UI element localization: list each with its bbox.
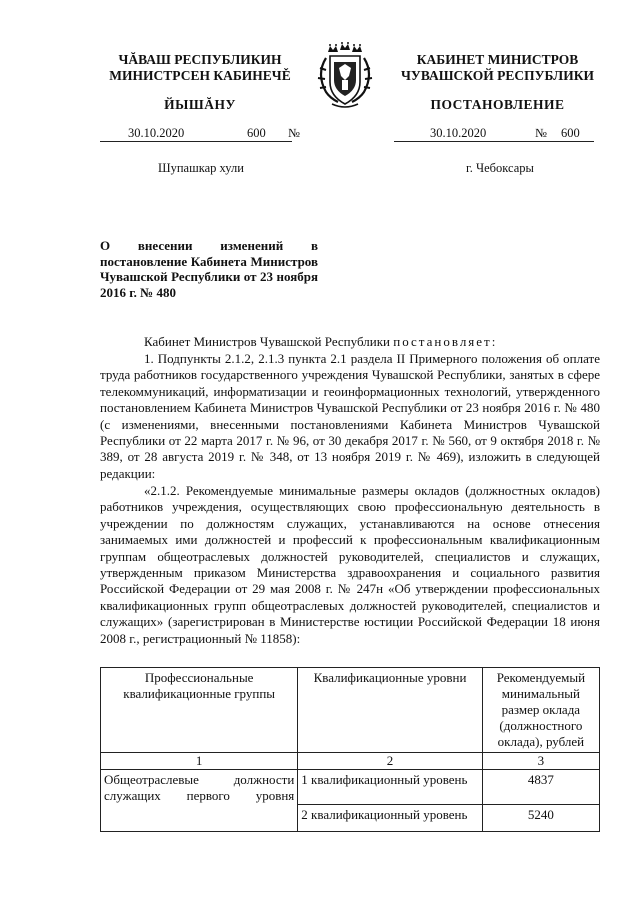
table-number-row xyxy=(101,753,600,770)
document-subject: О внесении изменений в постановление Кабинета Министров Чувашской Республики от 23 ноября 2016 г. № 480 xyxy=(100,238,318,300)
header-left-line1: ЧĂВАШ РЕСПУБЛИКИН xyxy=(118,52,282,67)
table-header-groups: Профессиональные квалификационные группы xyxy=(101,668,298,753)
left-number-sign: № xyxy=(288,126,300,140)
table-header-row xyxy=(101,668,600,753)
right-date-underline xyxy=(394,141,594,142)
table-col-number-1: 1 xyxy=(101,753,298,770)
intro-main-text: Кабинет Министров Чувашской Республики xyxy=(144,334,390,349)
left-city: Шупашкар хули xyxy=(158,161,244,175)
right-city: г. Чебоксары xyxy=(466,161,534,175)
table-header-levels: Квалификационные уровни xyxy=(298,668,482,753)
header-left-block xyxy=(100,52,300,84)
table-col-number-3: 3 xyxy=(482,753,599,770)
header-right-line1: КАБИНЕТ МИНИСТРОВ xyxy=(416,52,579,67)
intro-paragraph xyxy=(100,334,600,350)
right-date: 30.10.2020 xyxy=(430,126,487,140)
header-left-line2: МИНИСТРСЕН КАБИНЕЧĚ xyxy=(109,68,291,83)
paragraph-2: «2.1.2. Рекомендуемые минимальные размеры окладов (должностных окладов) работников учреждения, осуществляющих свою профессиональную деятельность в учреждении по должностям служащих, устанавливаются на основе отнесения занимаемых ими должностей и профессий к профессиональным квалификационным группам общеотраслевых должностей руководителей, специалистов и служащих, утвержденным приказом Министерства здравоохранения и социального развития Российской Федерации от 29 мая 2008 г. № 247н «Об утверждении профессиональных квалификационных групп общеотраслевых должностей руководителей, специалистов и служащих» (зарегистрирован в Министерстве юстиции Российской Федерации 18 июня 2008 г., регистрационный № 11858): xyxy=(100,483,600,646)
left-date-underline xyxy=(100,141,292,142)
table-header-salary: Рекомендуемый минимальный размер оклада (должностного оклада), рублей xyxy=(482,668,599,753)
header-right-doc-type: ПОСТАНОВЛЕНИЕ xyxy=(430,97,565,112)
left-date: 30.10.2020 xyxy=(128,126,185,140)
intro-decree-word: постановляет: xyxy=(393,334,498,349)
table-row xyxy=(101,770,600,805)
table-group-1 xyxy=(101,770,298,832)
table-group-1-text: Общеотраслевые должности служащих первого уровня xyxy=(104,772,295,803)
right-number: 600 xyxy=(561,126,580,140)
table-col-number-2: 2 xyxy=(298,753,482,770)
coat-of-arms-emblem-icon xyxy=(306,38,384,112)
table-level-2: 2 квалификационный уровень xyxy=(298,805,482,832)
left-number: 600 xyxy=(247,126,266,140)
salary-table xyxy=(100,667,600,832)
right-number-sign: № xyxy=(535,126,547,140)
header-right-block xyxy=(390,52,605,84)
paragraph-1: 1. Подпункты 2.1.2, 2.1.3 пункта 2.1 раздела II Примерного положения об оплате труда работников государственного учреждения Чувашской Республики, занятых в сфере телекоммуникаций, информатизации и геоинформационных технологий, утвержденного постановлением Кабинета Министров Чувашской Республики от 23 ноября 2016 г. № 480 (с изменениями, внесенными постановлениями Кабинета Министров Чувашской Республики от 22 марта 2017 г. № 96, от 30 декабря 2017 г. № 560, от 9 октября 2018 г. № 389, от 28 августа 2019 г. № 348, от 13 ноября 2019 г. № 469), изложить в следующей редакции: xyxy=(100,351,600,481)
table-salary-1: 4837 xyxy=(482,770,599,805)
header-left-doc-type: ЙЫШĂНУ xyxy=(164,97,236,112)
table-salary-2: 5240 xyxy=(482,805,599,832)
table-level-1: 1 квалификационный уровень xyxy=(298,770,482,805)
header-right-line2: ЧУВАШСКОЙ РЕСПУБЛИКИ xyxy=(401,68,594,83)
